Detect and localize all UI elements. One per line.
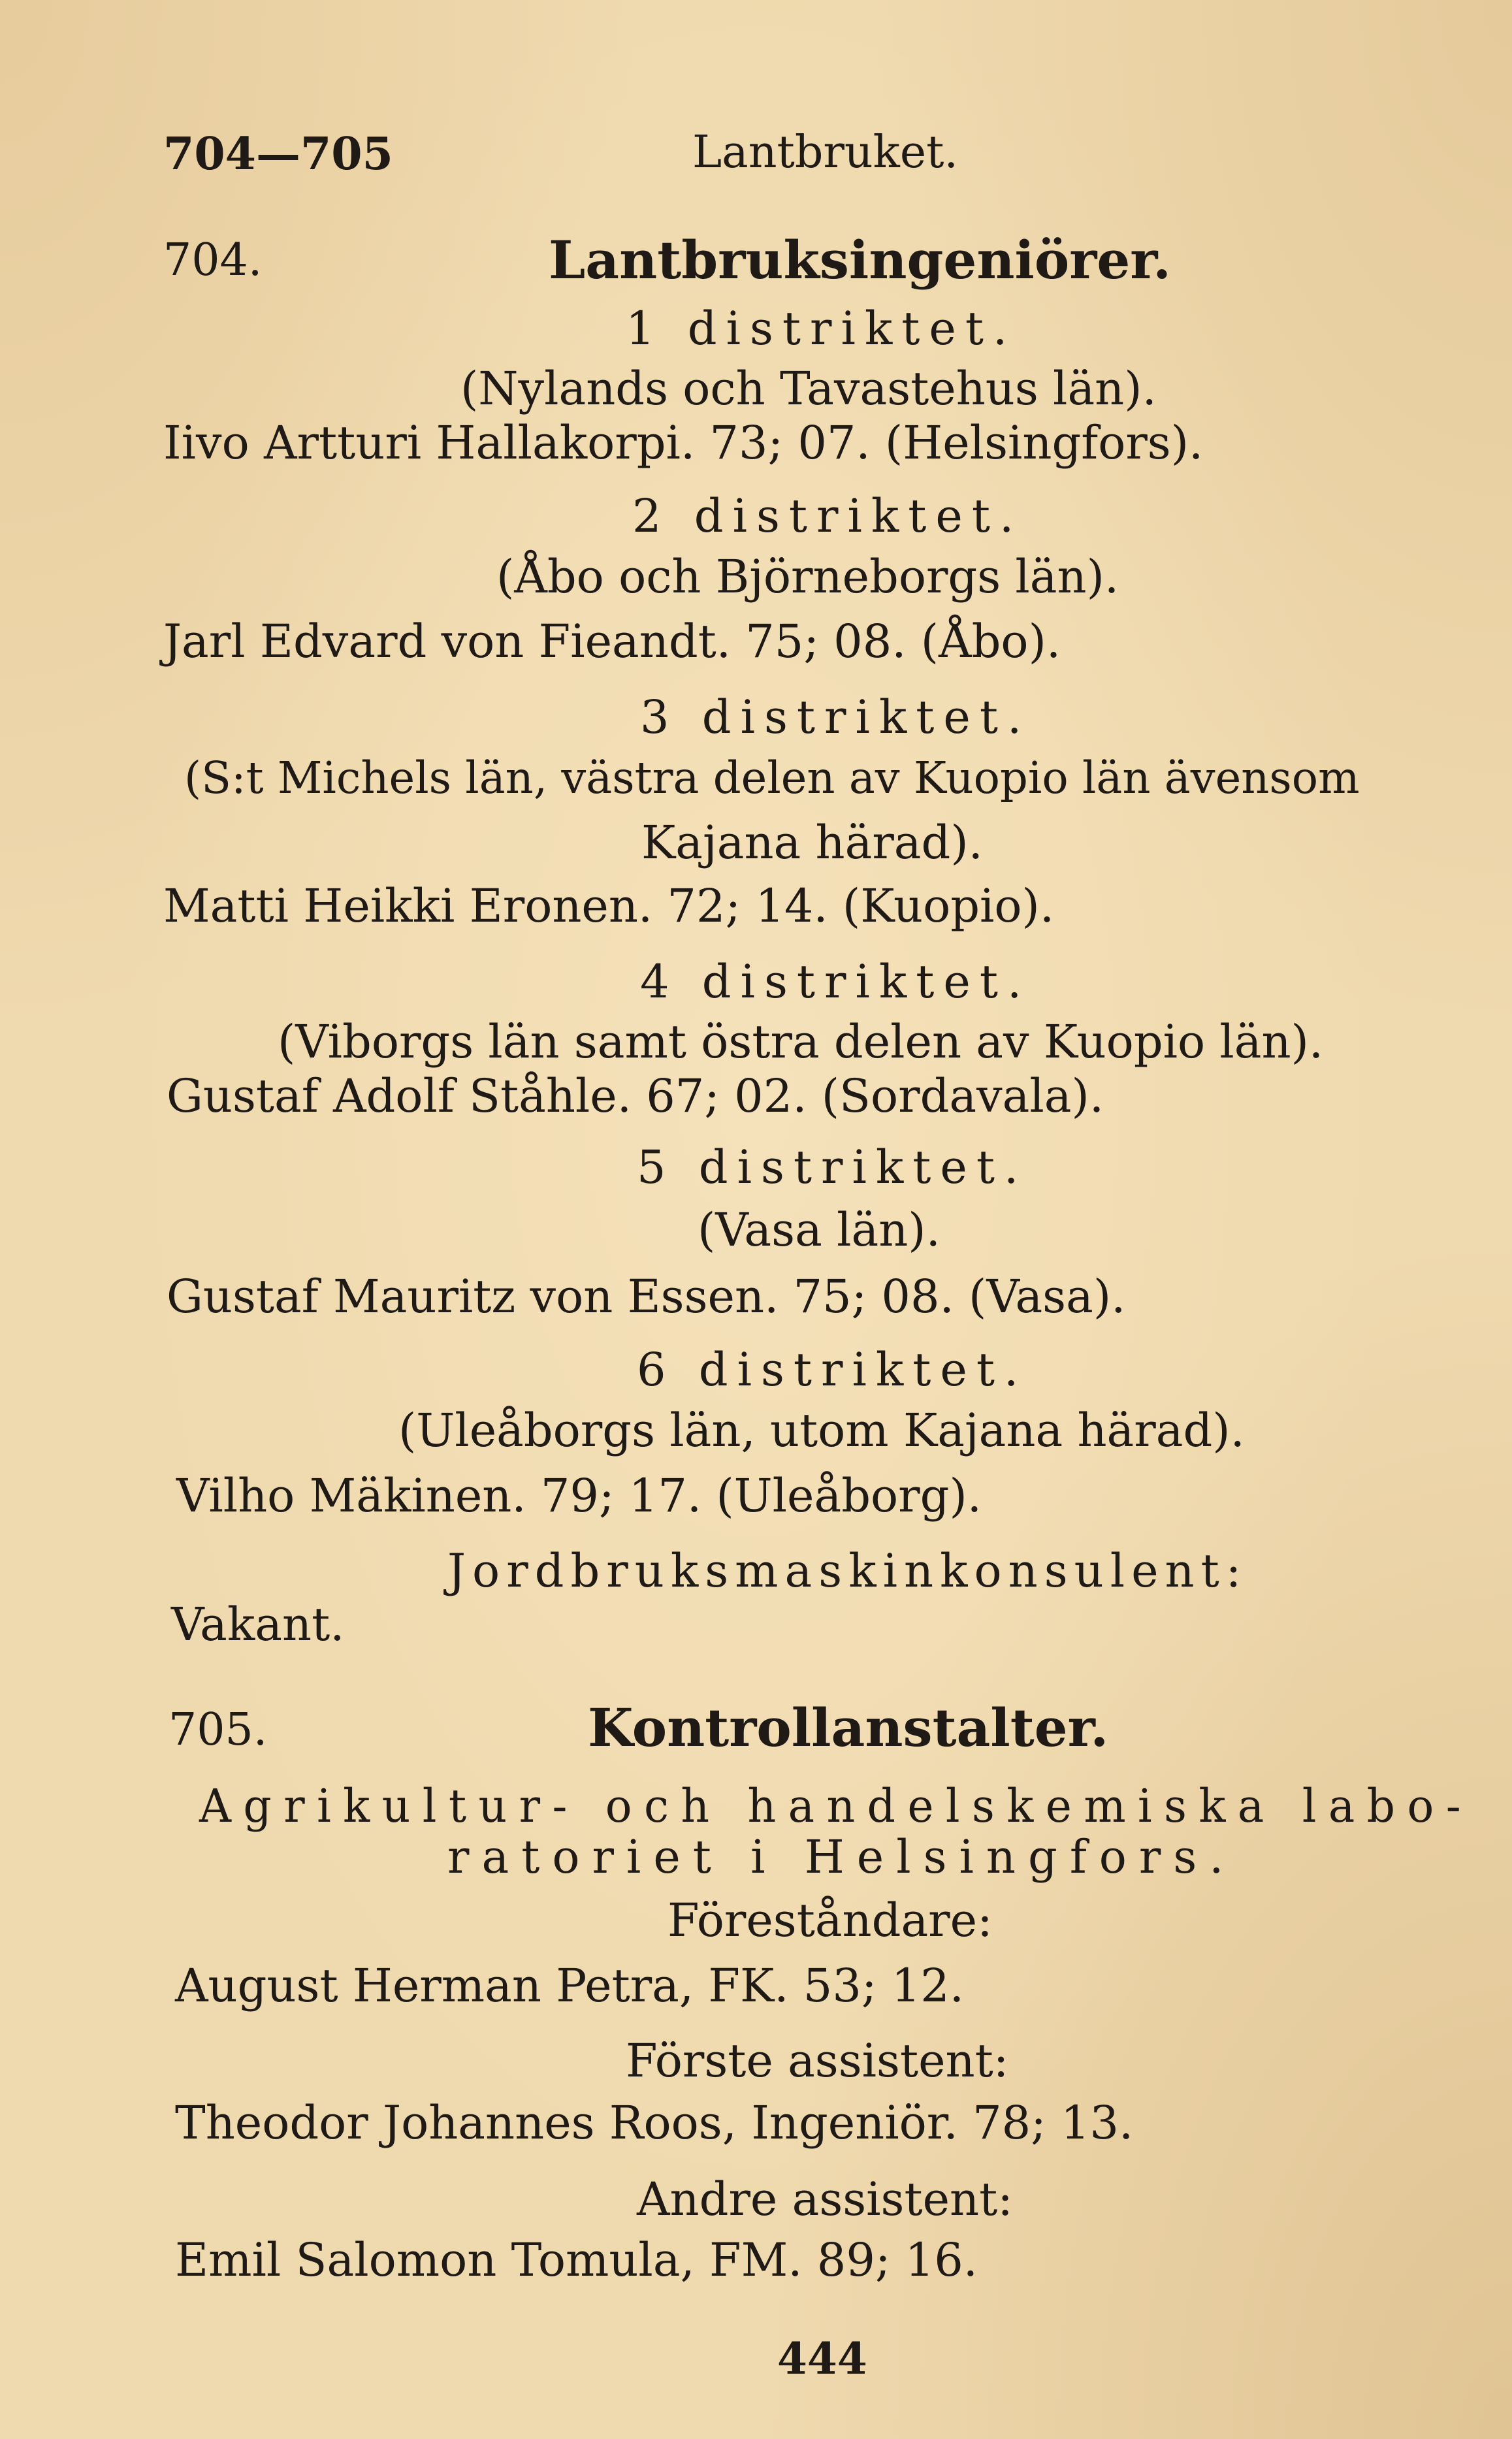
section-705-title: Kontrollanstalter. <box>588 1697 1109 1758</box>
district-1-person: Iivo Artturi Hallakorpi. 73; 07. (Helsingfors). <box>163 416 1204 470</box>
section-704-title: Lantbruksingeniörer. <box>549 229 1171 291</box>
district-5-person: Gustaf Mauritz von Essen. 75; 08. (Vasa). <box>167 1270 1126 1323</box>
section-704-number: 704. <box>163 234 263 286</box>
consultant-person: Vakant. <box>171 1598 345 1651</box>
district-1-region: (Nylands och Tavastehus län). <box>460 362 1157 415</box>
institution-line-2: ratoriet i Helsingfors. <box>447 1830 1236 1884</box>
district-2-person: Jarl Edvard von Fieandt. 75; 08. (Åbo). <box>163 615 1061 668</box>
district-3-region-line1: (S:t Michels län, västra delen av Kuopio län ävensom <box>184 752 1360 803</box>
district-3-label: 3 distriktet. <box>640 690 1031 744</box>
consultant-label: Jordbruksmaskinkonsulent: <box>447 1544 1248 1598</box>
district-6-label: 6 distriktet. <box>637 1343 1028 1397</box>
district-5-label: 5 distriktet. <box>637 1140 1028 1194</box>
district-3-person: Matti Heikki Eronen. 72; 14. (Kuopio). <box>163 879 1055 933</box>
district-1-label: 1 distriktet. <box>626 302 1017 355</box>
district-5-region: (Vasa län). <box>698 1203 941 1257</box>
district-2-region: (Åbo och Björneborgs län). <box>496 550 1119 604</box>
role-2-label: Förste assistent: <box>626 2034 1009 2088</box>
district-4-person: Gustaf Adolf Ståhle. 67; 02. (Sordavala). <box>167 1069 1104 1123</box>
district-4-label: 4 distriktet. <box>640 955 1031 1009</box>
role-2-person: Theodor Johannes Roos, Ingeniör. 78; 13. <box>175 2096 1134 2150</box>
district-6-region: (Uleåborgs län, utom Kajana härad). <box>398 1404 1245 1457</box>
section-705-number: 705. <box>169 1704 268 1756</box>
role-3-person: Emil Salomon Tomula, FM. 89; 16. <box>175 2233 978 2287</box>
role-3-label: Andre assistent: <box>637 2172 1013 2226</box>
role-1-label: Föreståndare: <box>668 1894 993 1947</box>
district-4-region: (Viborgs län samt östra delen av Kuopio län). <box>278 1015 1324 1069</box>
role-1-person: August Herman Petra, FK. 53; 12. <box>175 1959 965 2012</box>
district-2-label: 2 distriktet. <box>632 489 1023 543</box>
running-title: Lantbruket. <box>692 127 959 178</box>
page-range: 704—705 <box>163 128 393 180</box>
district-6-person: Vilho Mäkinen. 79; 17. (Uleåborg). <box>176 1469 982 1523</box>
page-number: 444 <box>777 2333 867 2384</box>
district-3-region-line2: Kajana härad). <box>641 816 983 869</box>
institution-line-1: Agrikultur- och handelskemiska labo- <box>199 1779 1473 1833</box>
